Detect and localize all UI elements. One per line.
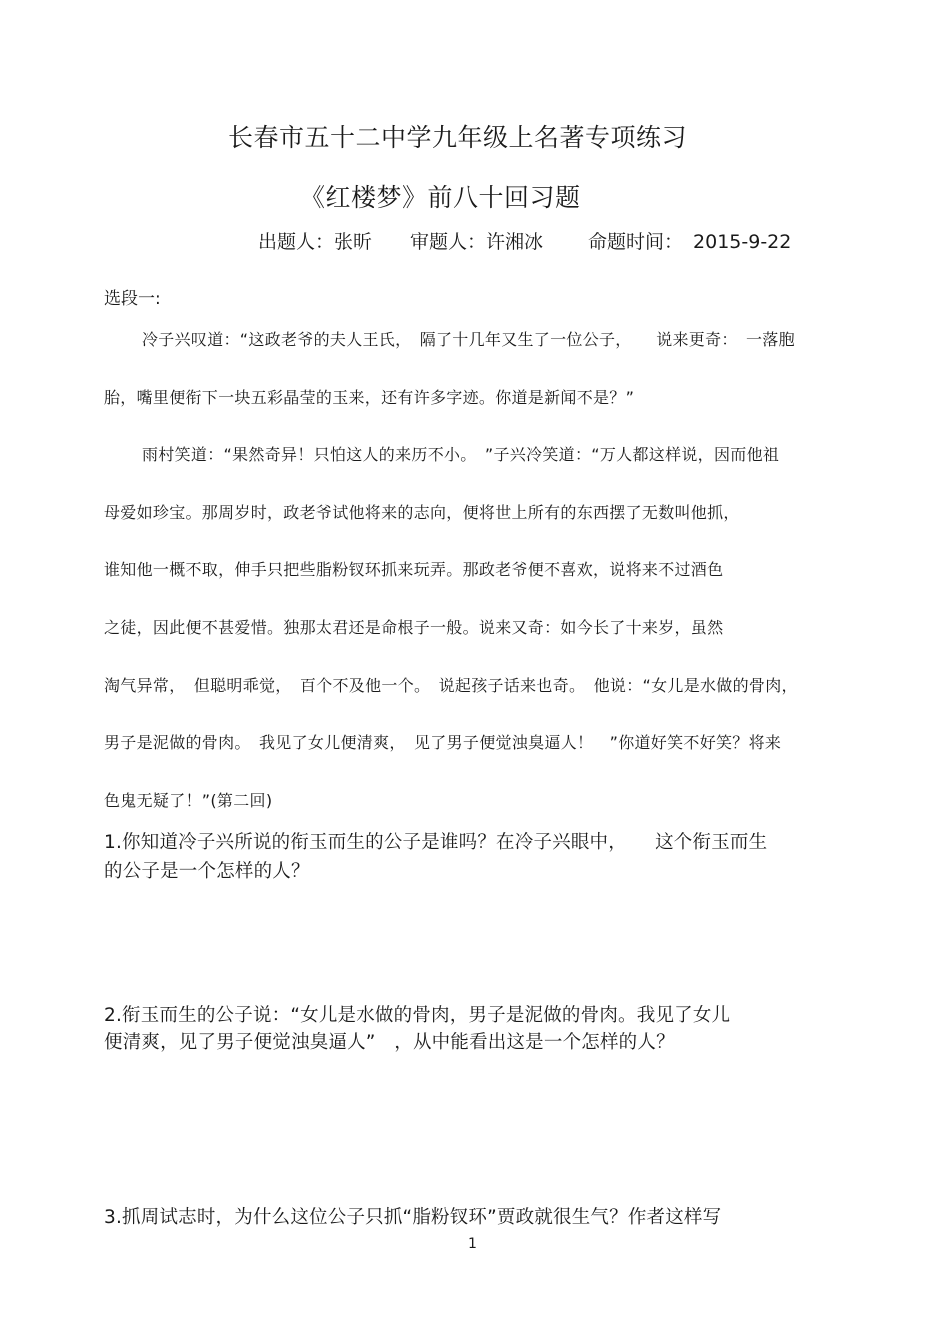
question-2-line-1: 2.衔玉而生的公子说：“女儿是水做的骨肉，男子是泥做的骨肉。我见了女儿 <box>104 1005 731 1026</box>
passage-line: 雨村笑道：“果然奇异！只怕这人的来历不小。 ”子兴冷笑道：“万人都这样说，因而他祖 <box>142 445 780 464</box>
passage-line: 淘气异常， 但聪明乖觉， 百个不及他一个。 说起孩子话来也奇。 他说：“女儿是水做的骨肉， <box>104 676 798 695</box>
date-value: 2015-9-22 <box>693 231 792 253</box>
passage-line: 男子是泥做的骨肉。 我见了女儿便清爽， 见了男子便觉浊臭逼人！ ”你道好笑不好笑？将来 <box>104 733 782 752</box>
question-1-line-2: 的公子是一个怎样的人？ <box>104 861 310 882</box>
date-info <box>588 227 791 254</box>
passage-line: 之徒，因此便不甚爱惜。独那太君还是命根子一般。说来又奇：如今长了十来岁，虽然 <box>104 618 724 637</box>
reviewer-name: 许湘冰 <box>486 231 544 253</box>
question-1-line-1: 1.你知道冷子兴所说的衔玉而生的公子是谁吗？在冷子兴眼中， 这个衔玉而生 <box>104 832 768 853</box>
reviewer-label: 审题人： <box>410 231 487 253</box>
reviewer-info <box>410 227 543 254</box>
question-3-line-1: 3.抓周试志时，为什么这位公子只抓“脂粉钗环”贾政就很生气？作者这样写 <box>104 1207 722 1228</box>
passage-line: 谁知他一概不取，伸手只把些脂粉钗环抓来玩弄。那政老爷便不喜欢，说将来不过酒色 <box>104 560 724 579</box>
page-number: 1 <box>468 1236 477 1252</box>
author-label: 出题人： <box>258 231 335 253</box>
page-title: 长春市五十二中学九年级上名著专项练习 <box>228 123 688 152</box>
author-name: 张昕 <box>334 231 373 253</box>
passage-line: 胎，嘴里便衔下一块五彩晶莹的玉来，还有许多字迹。你道是新闻不是？” <box>104 388 635 407</box>
author-info <box>258 227 372 254</box>
date-label: 命题时间： <box>588 231 684 253</box>
question-2-line-2: 便清爽，见了男子便觉浊臭逼人” ，从中能看出这是一个怎样的人？ <box>104 1032 675 1053</box>
page-subtitle: 《红楼梦》前八十回习题 <box>300 183 581 212</box>
passage-line: 母爱如珍宝。那周岁时，政老爷试他将来的志向，便将世上所有的东西摆了无数叫他抓， <box>104 503 740 522</box>
passage-line: 冷子兴叹道：“这政老爷的夫人王氏， 隔了十几年又生了一位公子， 说来更奇： 一落胞 <box>142 330 795 349</box>
section-label: 选段一: <box>104 289 161 309</box>
passage-line: 色鬼无疑了！”(第二回) <box>104 791 273 810</box>
